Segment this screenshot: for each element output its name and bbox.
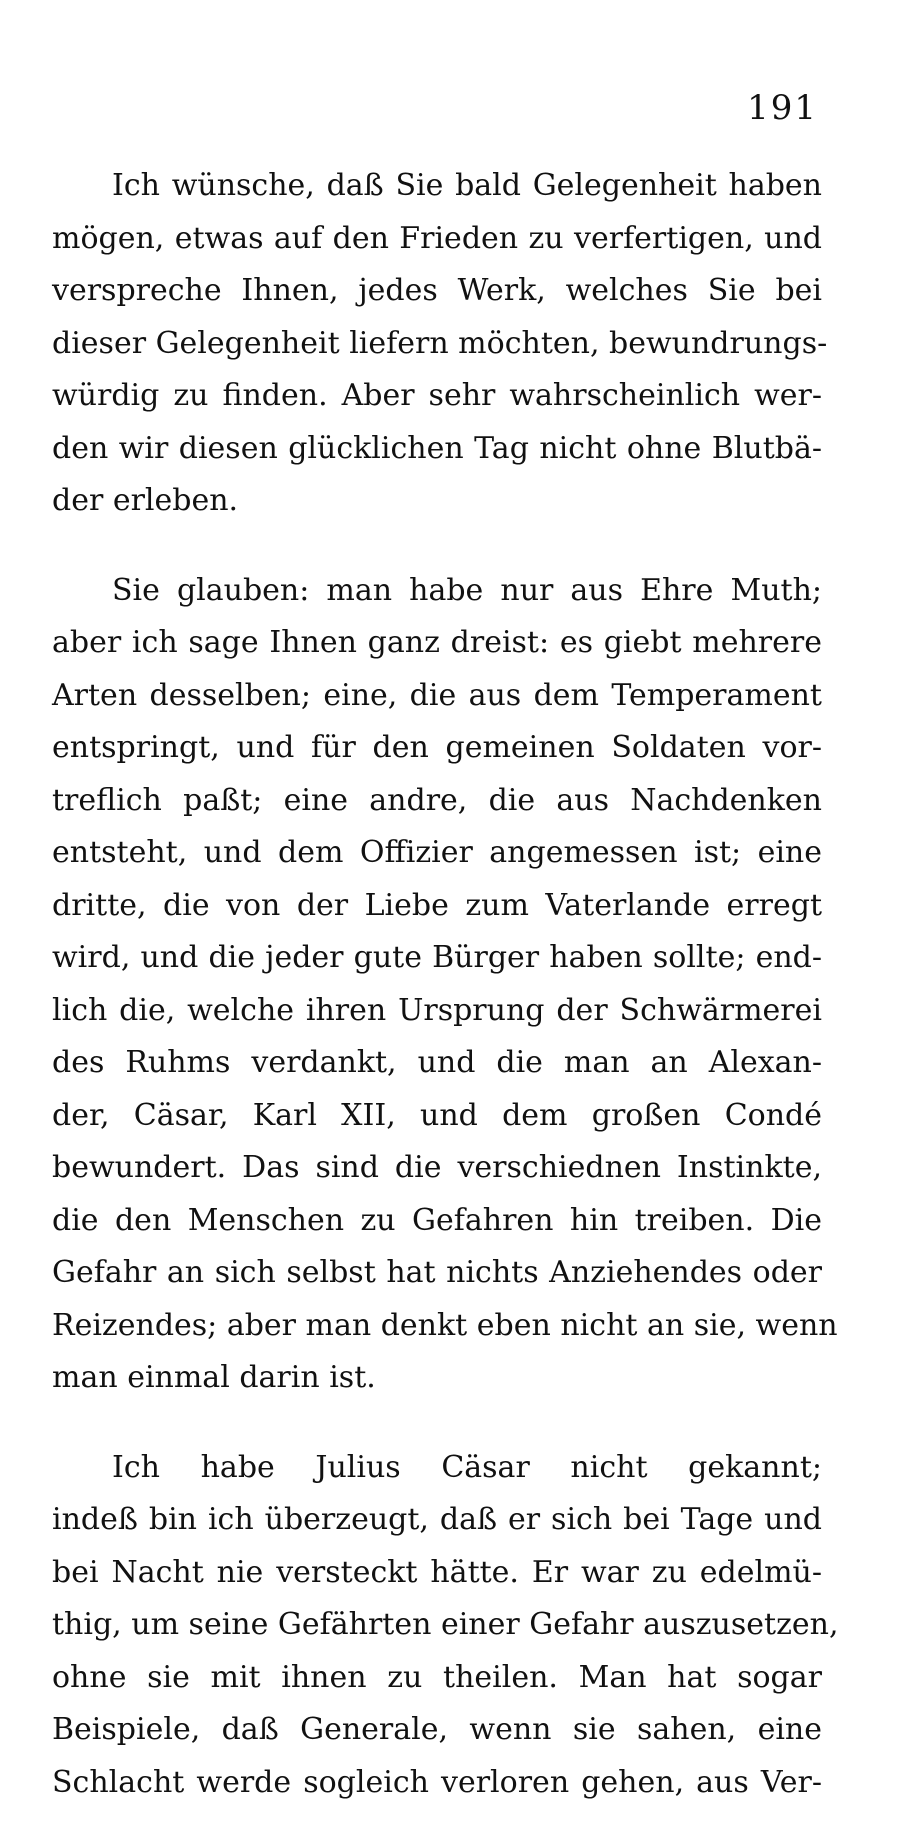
text-line: Schlacht werde sogleich verloren gehen, aus Ver-: [52, 1764, 822, 1800]
paragraph-3: [52, 1442, 839, 1810]
text-line: bei Nacht nie versteckt hätte. Er war zu edelmü-: [52, 1554, 822, 1590]
text-line: mögen, etwas auf den Frieden zu verfertigen, und: [52, 220, 822, 256]
text-line: lich die, welche ihren Ursprung der Schwärmerei: [52, 992, 822, 1028]
text-line: man einmal darin ist.: [52, 1360, 376, 1395]
text-line: Arten desselben; eine, die aus dem Temperament: [52, 677, 822, 713]
text-line: Sie glauben: man habe nur aus Ehre Muth;: [112, 572, 822, 608]
text-line: treflich paßt; eine andre, die aus Nachdenken: [52, 782, 822, 818]
text-line: ohne sie mit ihnen zu theilen. Man hat sogar: [52, 1659, 822, 1695]
text-line: bewundert. Das sind die verschiednen Instinkte,: [52, 1150, 822, 1185]
page-number: 191: [747, 88, 818, 128]
text-line: der, Cäsar, Karl XII, und dem großen Condé: [52, 1097, 822, 1133]
text-line: aber ich sage Ihnen ganz dreist: es giebt mehrere: [52, 625, 822, 660]
text-line: Ich habe Julius Cäsar nicht gekannt;: [112, 1449, 822, 1485]
text-line: den wir diesen glücklichen Tag nicht ohne Blutbä-: [52, 430, 822, 466]
text-line: thig, um seine Gefährten einer Gefahr auszusetzen,: [52, 1607, 839, 1642]
text-line: der erleben.: [52, 483, 239, 518]
text-line: Reizendes; aber man denkt eben nicht an sie, wenn: [52, 1307, 838, 1343]
body-text: [52, 160, 839, 1846]
text-line: des Ruhms verdankt, und die man an Alexan-: [52, 1045, 822, 1080]
text-line: die den Menschen zu Gefahren hin treiben. Die: [52, 1202, 822, 1238]
text-line: würdig zu finden. Aber sehr wahrscheinlich wer-: [52, 378, 822, 413]
text-line: wird, und die jeder gute Bürger haben sollte; end-: [52, 940, 822, 975]
text-line: indeß bin ich überzeugt, daß er sich bei Tage und: [52, 1502, 822, 1537]
text-line: entspringt, und für den gemeinen Soldaten vor-: [52, 730, 822, 765]
text-line: verspreche Ihnen, jedes Werk, welches Sie bei: [52, 273, 822, 308]
paragraph-1: [52, 160, 828, 528]
text-line: Beispiele, daß Generale, wenn sie sahen, eine: [52, 1712, 822, 1747]
text-line: dritte, die von der Liebe zum Vaterlande erregt: [52, 887, 822, 923]
text-line: entsteht, und dem Offizier angemessen ist; eine: [52, 835, 822, 870]
text-line: Gefahr an sich selbst hat nichts Anziehendes oder: [52, 1255, 822, 1290]
text-line: dieser Gelegenheit liefern möchten, bewundrungs-: [52, 325, 828, 361]
paragraph-2: [52, 565, 838, 1405]
text-line: Ich wünsche, daß Sie bald Gelegenheit haben: [112, 168, 822, 203]
